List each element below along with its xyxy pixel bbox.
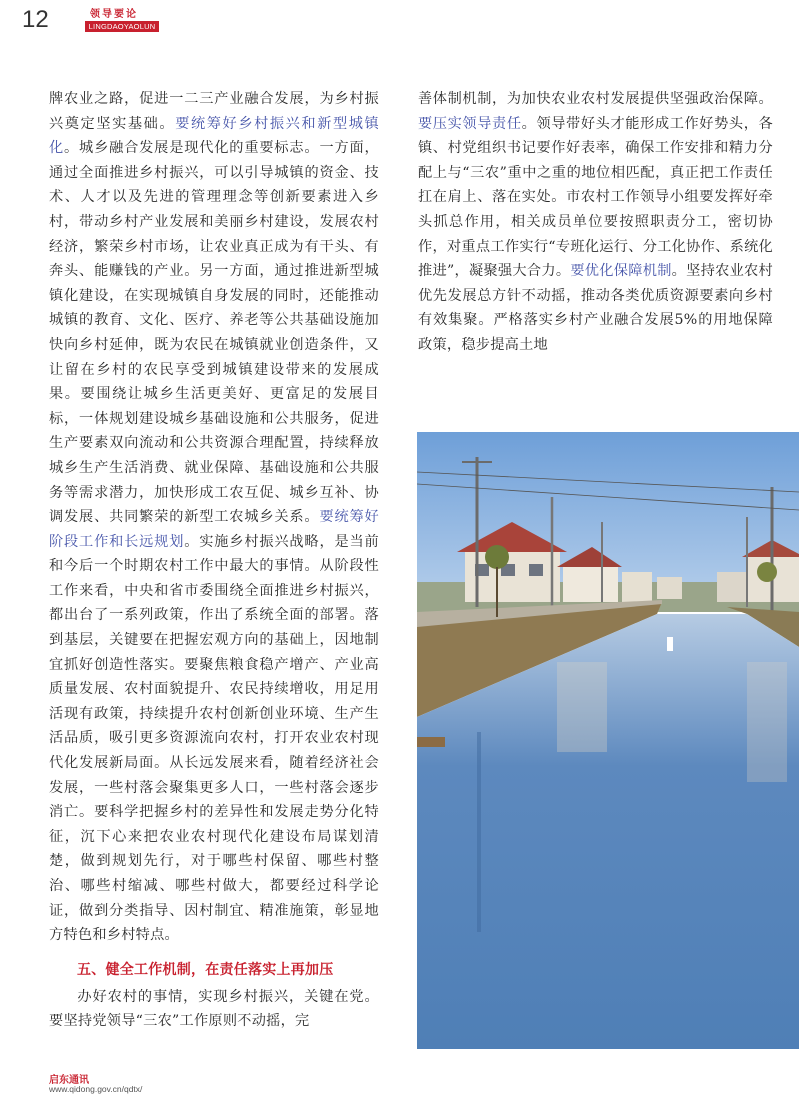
paragraph: 办好农村的事情，实现乡村振兴，关键在党。要坚持党领导“三农”工作原则不动摇，完: [49, 988, 379, 1030]
page-number: 12: [22, 6, 49, 33]
footer-url[interactable]: www.qidong.gov.cn/qdtx/: [49, 1084, 143, 1094]
body-text: 。坚持农业农村优先发展总方针不动摇，推动各类优质资源要素向乡村有效集聚。严格落实乡村产业融合发展5%的用地保障政策，稳步提高土地: [418, 263, 773, 353]
body-text: 。城乡融合发展是现代化的重要标志。一方面，通过全面推进乡村振兴，可以引导城镇的资金、技术、人才以及先进的管理理念等创新要素进入乡村，带动乡村产业发展和美丽乡村建设，发展农村经济，繁荣乡村市场，让农业真正成为有干头、有奔头、能赚钱的产业。另一方面，通过推进新型城镇化建设，在实现城镇自身发展的同时，还能推动城镇的教育、文化、医疗、养老等公共基础设施加快向乡村延伸，既为农民在城镇就业创造条件，又让留在乡村的农民享受到城镇建设带来的发展成果。要围绕让城乡生活更美好、更富足的发展目标，一体规划建设城乡基础设施和公共服务，促进生产要素双向流动和公共资源合理配置，持续释放城乡生产生活消费、就业保障、基础设施和公共服务等需求潜力，加快形成工农互促、城乡互补、协调发展、共同繁荣的新型工农城乡关系。: [49, 140, 379, 526]
highlight-text: 要统筹好乡村振兴和新型城镇化: [49, 115, 379, 157]
canal-village-photo: [417, 432, 799, 1049]
body-text: 。领导带好头才能形成工作好势头，各镇、村党组织书记要作好表率，确保工作安排和精力分配上与“三农”重中之重的地位相匹配，真正把工作责任扛在肩上、落在实处。市农村工作领导小组要发挥好牵头抓总作用，相关成员单位要按照职责分工，密切协作，对重点工作实行“专班化运行、分工化协作、系统化推进”，凝聚强大合力。: [418, 115, 773, 280]
body-text: 。实施乡村振兴战略，是当前和今后一个时期农村工作中最大的事情。从阶段性工作来看，中央和省市委围绕全面推进乡村振兴，都出台了一系列政策，作出了系统全面的部署。落到基层，关键要在把握宏观方向的基础上，因地制宜抓好创造性落实。要聚焦粮食稳产增产、产业高质量发展、农村面貌提升、农民持续增收，用足用活现有政策，持续提升农村创新创业环境、生产生活品质，吸引更多资源流向农村，打开农业农村现代化发展新局面。从长远发展来看，随着经济社会发展，一些村落会聚集更多人口，一些村落会逐步消亡。要科学把握乡村的差异性和发展走势分化特征，沉下心来把农业农村现代化建设布局谋划清楚，做到规划先行，对于哪些村保留、哪些村整治、哪些村缩减、哪些村做大，都要经过科学论证，做到分类指导、因村制宜、精准施策，彰显地方特色和乡村特点。: [49, 533, 379, 944]
right-column: [418, 87, 773, 358]
highlight-text: 要优化保障机制: [570, 263, 672, 280]
section-title: 领导要论: [90, 9, 138, 20]
footer-brand: 启东通讯: [49, 1075, 89, 1086]
highlight-text: 要统筹好阶段工作和长远规划: [49, 509, 379, 550]
section-subtitle: LINGDAOYAOLUN: [85, 21, 159, 32]
section-heading: 五、健全工作机制，在责任落实上再加压: [77, 961, 334, 978]
highlight-text: 要压实领导责任: [418, 115, 522, 132]
paragraph: [418, 87, 773, 358]
left-column: [49, 87, 379, 1034]
body-text: 牌农业之路，促进一二三产业融合发展，为乡村振兴奠定坚实基础。: [49, 91, 379, 132]
body-text: 善体制机制，为加快农业农村发展提供坚强政治保障。: [418, 91, 773, 107]
paragraph: [49, 87, 379, 948]
